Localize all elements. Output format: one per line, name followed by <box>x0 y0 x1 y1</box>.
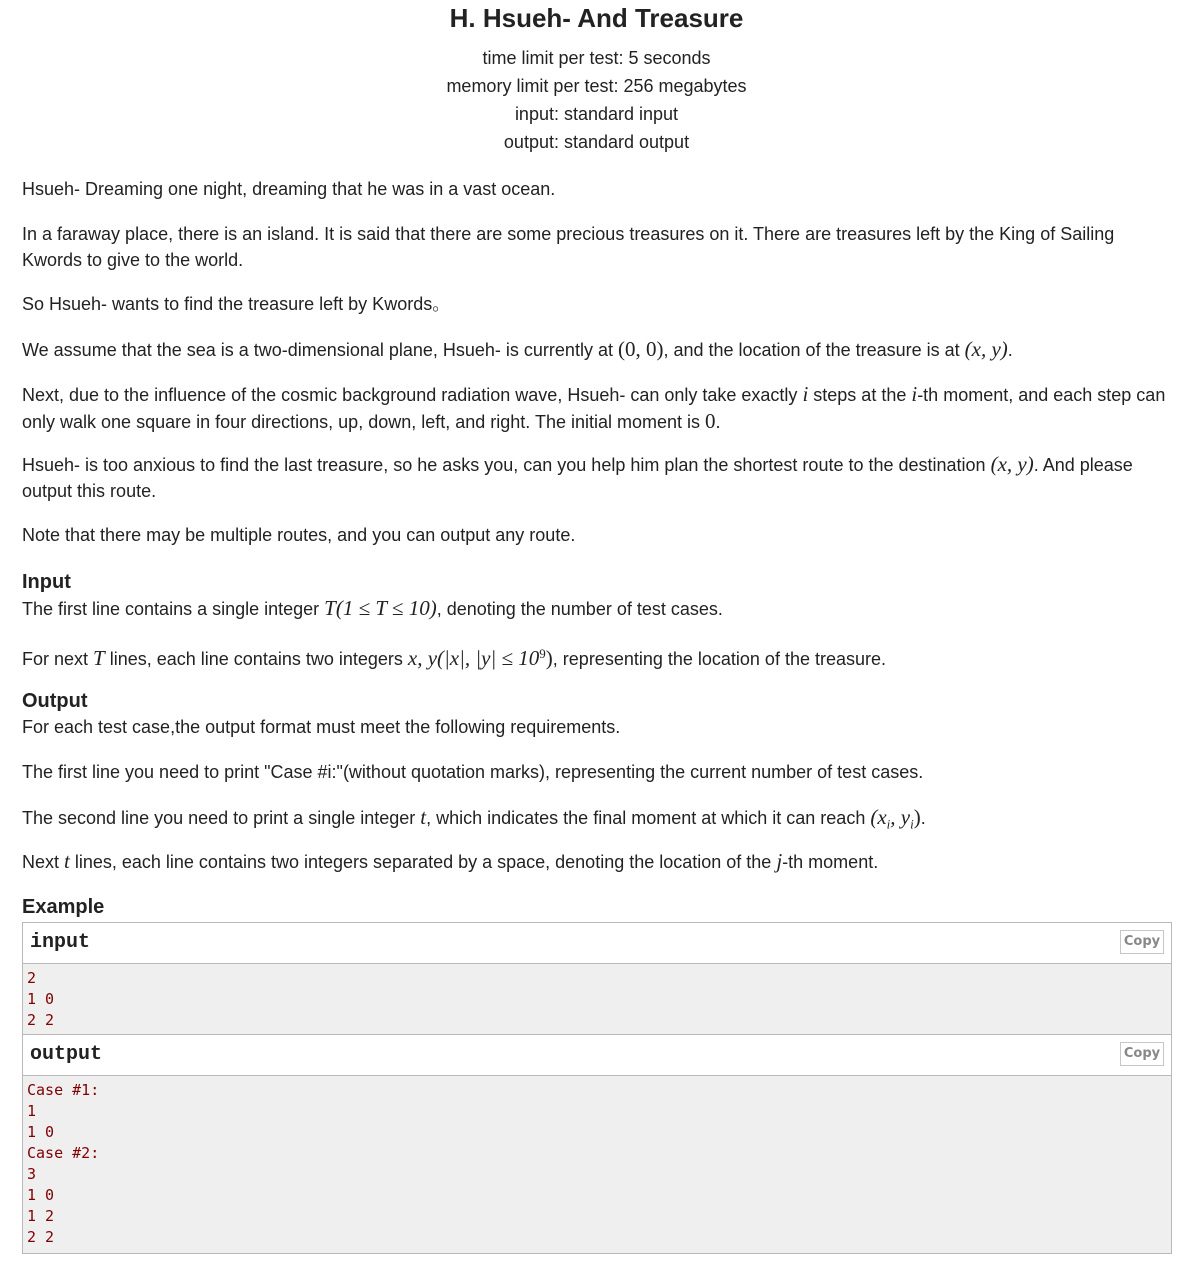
statement-paragraph <box>22 381 1172 435</box>
math-var: j <box>776 849 783 873</box>
statement-paragraph: Note that there may be multiple routes, and you can output any route. <box>22 525 576 545</box>
problem-title: H. Hsueh- And Treasure <box>449 3 744 33</box>
text: The first line contains a single integer <box>22 599 325 619</box>
math-subscript: i <box>910 816 914 832</box>
input-heading: Input <box>22 571 71 593</box>
example-heading: Example <box>22 896 105 918</box>
text: , denoting the number of test cases. <box>436 599 723 619</box>
text: lines, each line contains two integers separated by a space, denoting the location of the <box>69 852 777 872</box>
text: , and the location of the treasure is at <box>663 340 965 360</box>
math-origin: (0, 0) <box>617 337 664 361</box>
memory-limit: memory limit per test: 256 megabytes <box>446 76 747 96</box>
input-file: input: standard input <box>514 104 679 124</box>
math-constraint: T(1 ≤ T ≤ 10) <box>324 596 437 620</box>
text: Next <box>22 852 65 872</box>
statement-paragraph: So Hsueh- wants to find the treasure left by Kwords。 <box>22 294 451 314</box>
math-subscript: i <box>886 816 891 832</box>
statement-paragraph: In a faraway place, there is an island. It is said that there are some precious treasures on it. There are treasures left by the King of Sailing Kwords to give to the world. <box>22 224 1115 270</box>
sample-input-box <box>22 922 1172 1035</box>
copy-output-button[interactable]: Copy <box>1120 1042 1164 1066</box>
output-paragraph: For each test case,the output format must meet the following requirements. <box>22 717 621 737</box>
text: , representing the location of the treasure. <box>552 649 886 669</box>
math-target: (x, y) <box>964 337 1008 361</box>
math-var: t <box>64 849 70 873</box>
text: Hsueh- is too anxious to find the last treasure, so he asks you, can you help him plan the shortest route to the destination <box>22 455 991 475</box>
output-paragraph: The first line you need to print "Case #i:"(without quotation marks), representing the current number of test cases. <box>22 762 924 782</box>
math-target: , y <box>890 805 911 829</box>
text: -th moment, and each step can only walk one square in four directions, up, down, left, and right. The initial moment is <box>22 385 1166 432</box>
math-var: i <box>802 382 809 406</box>
math-var: T <box>93 646 105 670</box>
sample-output-box <box>22 1035 1172 1254</box>
text: -th moment. <box>782 852 879 872</box>
math-value: 0 <box>705 409 716 433</box>
output-file: output: standard output <box>503 132 690 152</box>
statement-paragraph <box>22 451 1172 504</box>
text: steps at the <box>808 385 912 405</box>
text: Next, due to the influence of the cosmic background radiation wave, Hsueh- can only take exactly <box>22 385 803 405</box>
math-paren: ) <box>545 646 553 670</box>
math-constraint: x, y(|x|, |y| ≤ 10 <box>407 646 540 670</box>
statement-paragraph: Hsueh- Dreaming one night, dreaming that he was in a vast ocean. <box>22 179 556 199</box>
math-target: (x <box>870 805 887 829</box>
input-paragraph <box>22 641 1172 672</box>
text: For next <box>22 649 94 669</box>
text: . <box>920 808 926 828</box>
text: The second line you need to print a single integer <box>22 808 421 828</box>
sample-output-header <box>23 1035 1171 1076</box>
math-target: (x, y) <box>990 452 1034 476</box>
text: We assume that the sea is a two-dimensional plane, Hsueh- is currently at <box>22 340 618 360</box>
statement-paragraph <box>22 336 1172 363</box>
sample-input-text: 2 1 0 2 2 <box>27 969 55 1029</box>
math-exponent: 9 <box>539 646 546 661</box>
problem-limits <box>0 44 1193 156</box>
math-var: t <box>420 805 427 829</box>
sample-input-label: input <box>30 931 91 954</box>
text: . And please output this route. <box>22 455 1133 501</box>
output-paragraph <box>22 804 1172 838</box>
text: lines, each line contains two integers <box>104 649 408 669</box>
time-limit: time limit per test: 5 seconds <box>482 48 711 68</box>
math-paren: ) <box>913 805 921 829</box>
copy-input-button[interactable]: Copy <box>1120 930 1164 954</box>
input-paragraph <box>22 595 1172 622</box>
text: , which indicates the final moment at which it can reach <box>426 808 871 828</box>
output-paragraph <box>22 848 1172 875</box>
text: . <box>1007 340 1013 360</box>
sample-output-text: Case #1: 1 1 0 Case #2: 3 1 0 1 2 2 2 <box>27 1081 100 1246</box>
math-var: i <box>911 382 918 406</box>
text: . <box>715 412 721 432</box>
problem-header <box>0 0 1193 156</box>
sample-input-header <box>23 923 1171 964</box>
sample-output-label: output <box>30 1043 103 1066</box>
output-heading: Output <box>22 690 88 712</box>
